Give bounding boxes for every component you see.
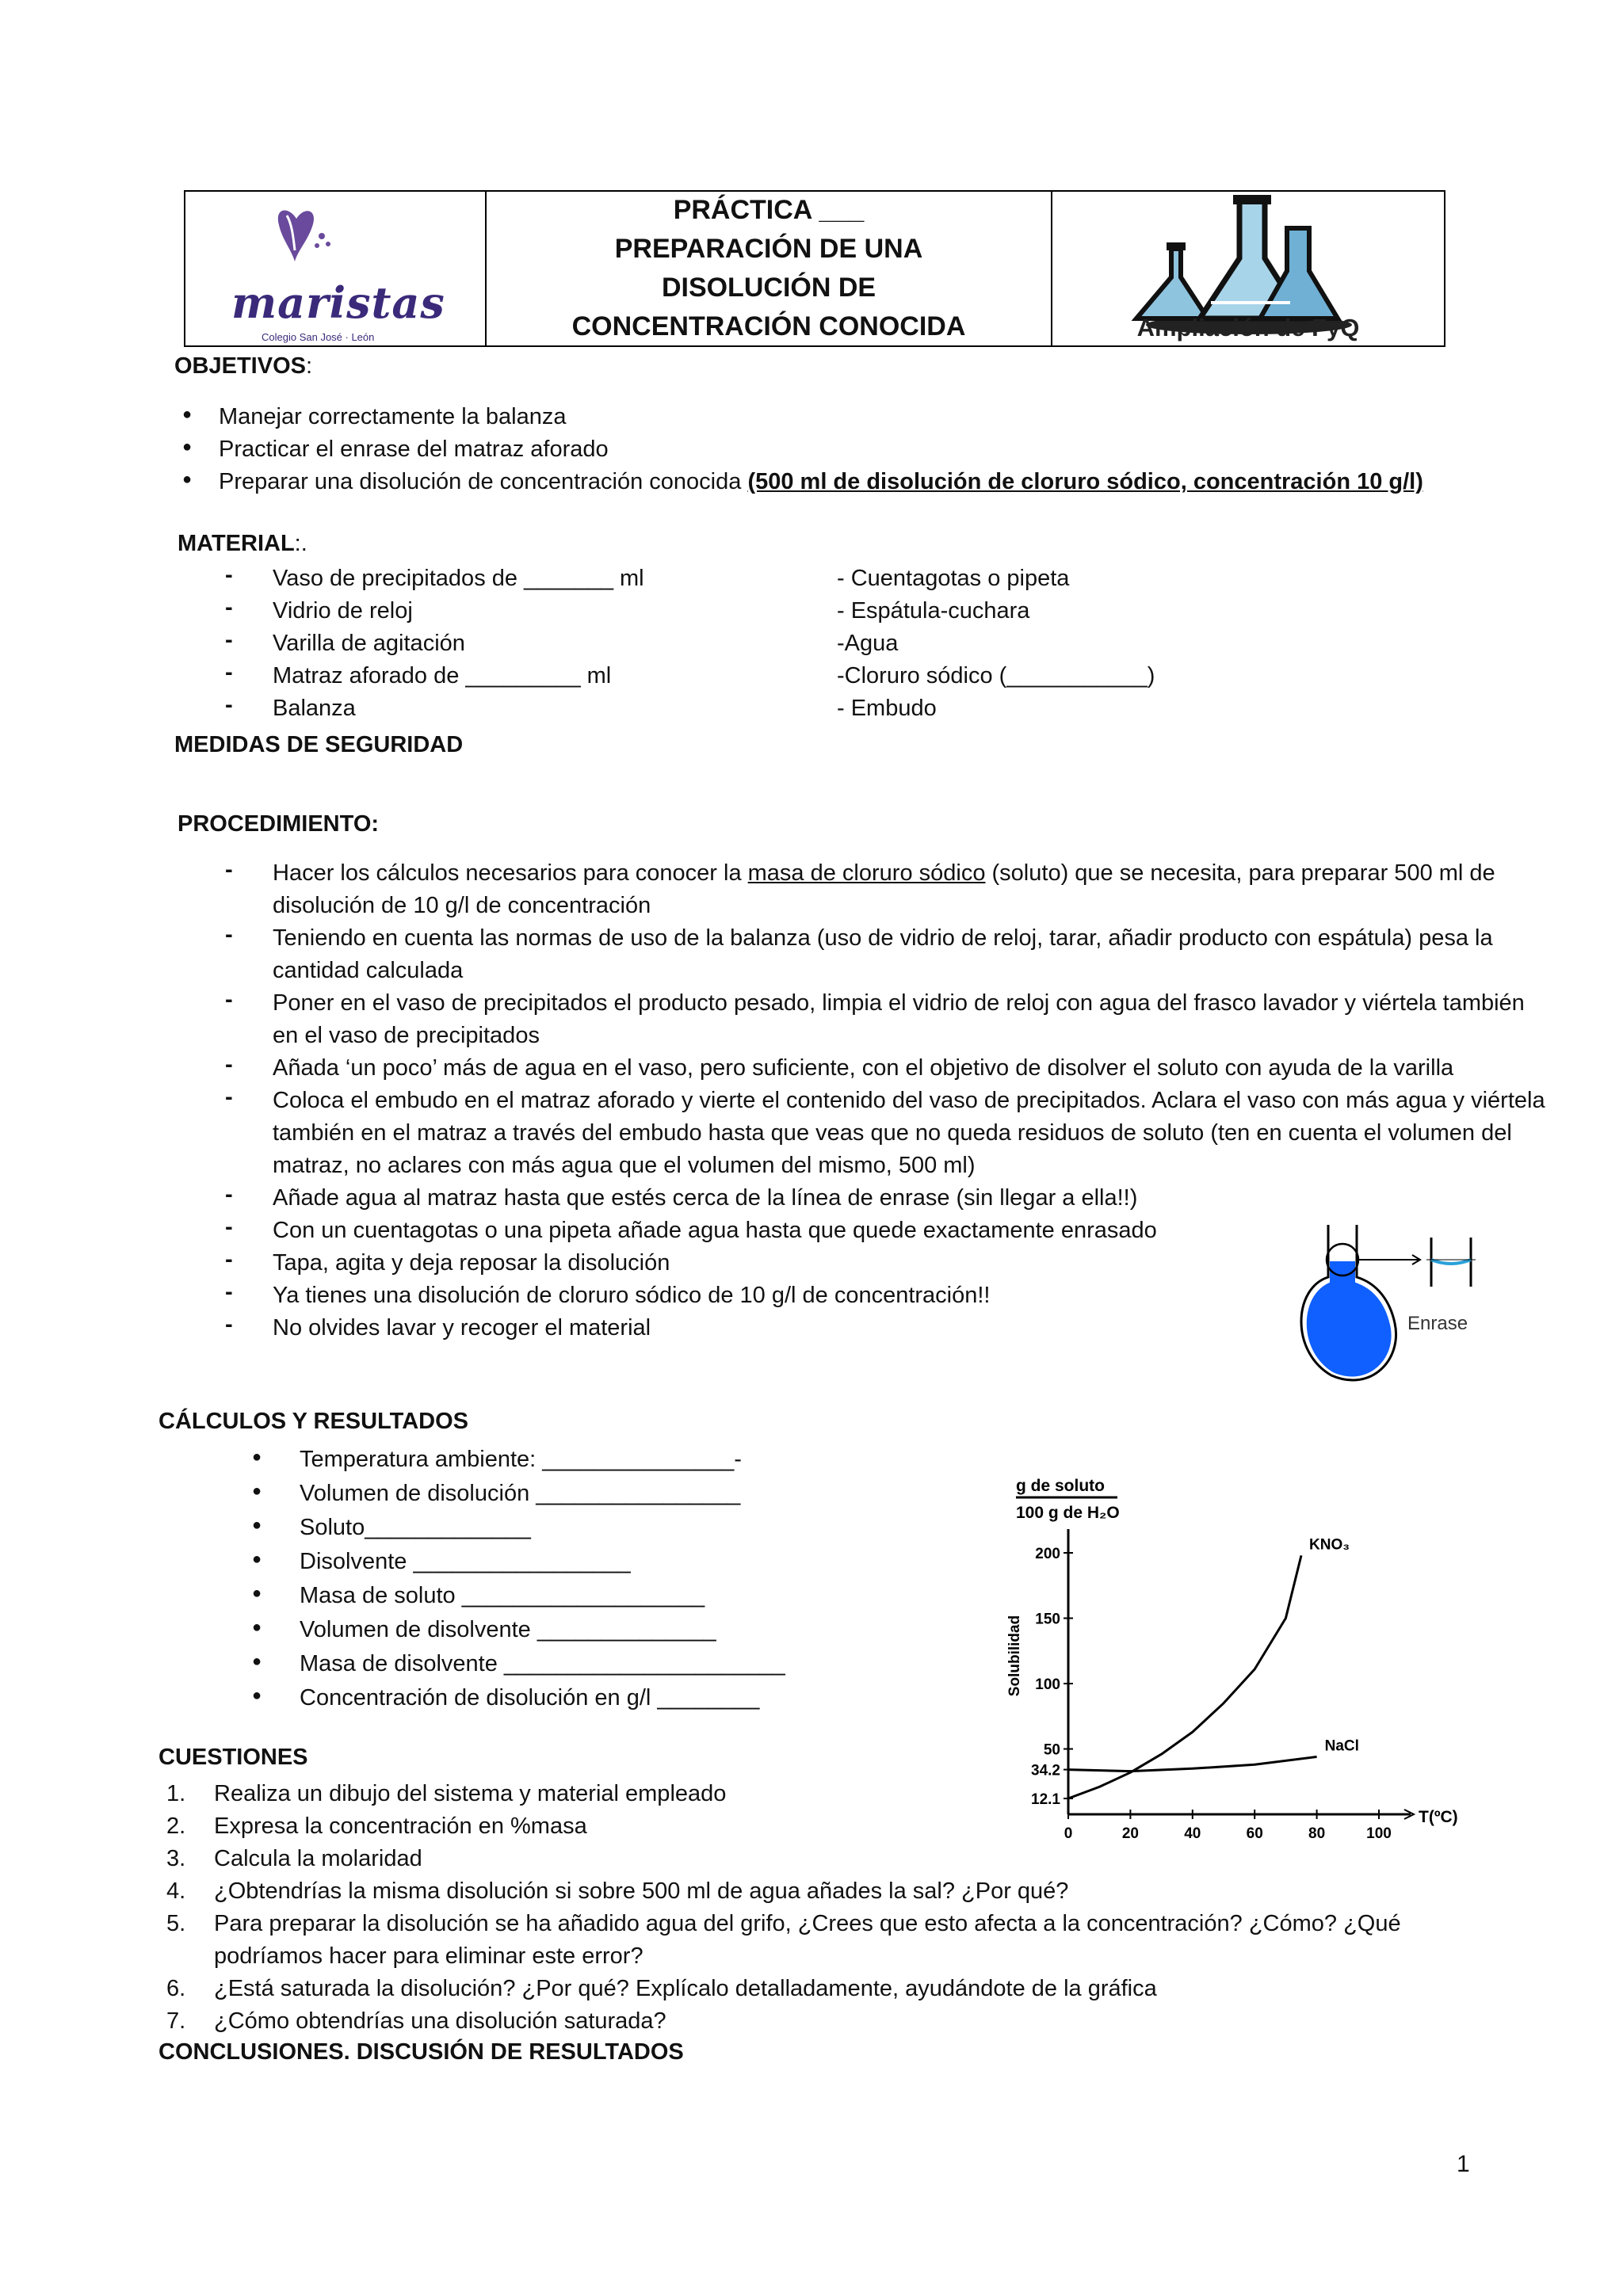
procedimiento-heading: PROCEDIMIENTO: xyxy=(178,811,380,837)
cuestion-number: 7. xyxy=(166,2008,186,2034)
chart-y-tick-label: 100 xyxy=(1035,1676,1060,1693)
cuestion-text: Para preparar la disolución se ha añadido agua del grifo, ¿Crees que esto afecta a la concentración? ¿Cómo? ¿Qué xyxy=(214,1911,1401,1936)
material-item: - Espátula-cuchara xyxy=(837,598,1030,624)
chart-series xyxy=(1068,1536,1359,1798)
conclusiones-heading: CONCLUSIONES. DISCUSIÓN DE RESULTADOS xyxy=(158,2039,684,2065)
objetivo-item xyxy=(219,466,1423,498)
title-line: PREPARACIÓN DE UNA xyxy=(614,234,923,264)
bullet-icon: ● xyxy=(252,1653,262,1670)
cuestion-text: Expresa la concentración en %masa xyxy=(214,1814,587,1839)
chart-axes xyxy=(1068,1529,1414,1819)
bullet-icon: ● xyxy=(182,471,193,488)
objetivo-item-text: Preparar una disolución de concentración conocida xyxy=(219,469,748,494)
title-line: CONCENTRACIÓN CONOCIDA xyxy=(571,311,966,341)
cuestion-text: ¿Obtendrías la misma disolución si sobre 500 ml de agua añades la sal? ¿Por qué? xyxy=(214,1878,1069,1904)
bullet-icon: ● xyxy=(252,1482,262,1500)
objetivo-item-emphasis: (500 ml de disolución de cloruro sódico, concentración 10 g/l) xyxy=(747,469,1423,494)
calculo-item: Volumen de disolvente ______________ xyxy=(300,1617,716,1642)
calculo-item: Masa de soluto ___________________ xyxy=(300,1583,705,1608)
chart-ylabel-side: Solubilidad xyxy=(1006,1615,1023,1697)
chart-y-tick-label: 50 xyxy=(1043,1741,1060,1759)
material-item: -Agua xyxy=(837,631,899,656)
material-item: -Cloruro sódico (___________) xyxy=(837,663,1155,688)
procedure-step: No olvides lavar y recoger el material xyxy=(273,1315,651,1341)
chart-series-line xyxy=(1068,1756,1317,1771)
material-item: - Cuentagotas o pipeta xyxy=(837,566,1070,591)
procedure-step: Tapa, agita y deja reposar la disolución xyxy=(273,1250,670,1276)
logo-name: maristas xyxy=(231,277,445,328)
cuestion-text: ¿Cómo obtendrías una disolución saturada? xyxy=(214,2008,666,2034)
procedure-step: Coloca el embudo en el matraz aforado y vierte el contenido del vaso de precipitados. Aclara el vaso con más agua y viértela también en el matraz a través del embudo hasta que veas que no queda residuos de soluto (ten en cuenta el volumen del matraz, no aclares con más agua que el volumen del mismo, 500 ml) xyxy=(273,1088,1545,1178)
dash-icon: - xyxy=(225,1215,233,1240)
objetivo-item: Manejar correctamente la balanza xyxy=(219,404,567,429)
cuestion-text: podríamos hacer para eliminar este error? xyxy=(214,1943,643,1969)
material-item: Balanza xyxy=(273,696,356,721)
bullet-icon: ● xyxy=(252,1687,262,1704)
dash-icon: - xyxy=(225,660,233,685)
bullet-icon: ● xyxy=(182,438,193,456)
enrase-label: Enrase xyxy=(1407,1313,1468,1334)
subject-cell xyxy=(1052,192,1444,345)
bullet-icon: ● xyxy=(252,1550,262,1568)
document-title xyxy=(487,192,1052,345)
calculo-item: Temperatura ambiente: _______________- xyxy=(300,1447,742,1472)
calculo-item: Masa de disolvente ______________________ xyxy=(300,1651,785,1676)
cuestion-number: 1. xyxy=(166,1781,186,1806)
calculo-item: Volumen de disolución ________________ xyxy=(300,1481,741,1506)
cuestion-number: 6. xyxy=(166,1976,186,2001)
cuestion-number: 5. xyxy=(166,1911,186,1936)
objetivo-item: Practicar el enrase del matraz aforado xyxy=(219,437,609,462)
procedure-step: Teniendo en cuenta las normas de uso de la balanza (uso de vidrio de reloj, tarar, añadir producto con espátula) pesa la cantidad calculada xyxy=(273,925,1493,983)
page-number: 1 xyxy=(1457,2151,1470,2177)
step-underlined-text: masa de cloruro sódico xyxy=(747,860,986,886)
dash-icon: - xyxy=(225,1052,233,1077)
dash-icon: - xyxy=(225,1085,233,1110)
chart-x-tick-label: 60 xyxy=(1246,1825,1263,1842)
cuestiones-heading: CUESTIONES xyxy=(158,1745,308,1770)
cuestion-text: ¿Está saturada la disolución? ¿Por qué? Explícalo detalladamente, ayudándote de la gráfica xyxy=(214,1976,1157,2001)
bullet-icon: ● xyxy=(252,1516,262,1534)
bullet-icon: ● xyxy=(252,1585,262,1602)
chart-y-tick-label: 12.1 xyxy=(1031,1791,1060,1809)
bullet-icon: ● xyxy=(252,1448,262,1466)
dash-icon: - xyxy=(225,627,233,653)
material-item: Vidrio de reloj xyxy=(273,598,413,624)
dash-icon: - xyxy=(225,1182,233,1207)
material-heading-text: MATERIAL xyxy=(178,531,295,556)
step-text: (soluto) que se necesita, para preparar 500 ml de disolución de 10 g/l de concentración xyxy=(273,860,1495,918)
step-text: Hacer los cálculos necesarios para conocer la xyxy=(273,860,748,886)
chart-ticks xyxy=(1031,1546,1392,1842)
chart-y-tick-label: 150 xyxy=(1035,1611,1060,1628)
chart-series-label: KNO₃ xyxy=(1309,1536,1350,1554)
chart-ylabel-top: g de soluto xyxy=(1016,1477,1105,1495)
procedure-step: Ya tienes una disolución de cloruro sódico de 10 g/l de concentración!! xyxy=(273,1283,991,1308)
logo-cell xyxy=(185,192,487,345)
subject-label: Ampliación de FyQ xyxy=(1136,314,1360,341)
chart-y-axis-title xyxy=(1016,1477,1120,1522)
chart-y-tick-label: 34.2 xyxy=(1031,1762,1060,1779)
chart-series-label: NaCl xyxy=(1324,1737,1359,1755)
dash-icon: - xyxy=(225,595,233,620)
bullet-icon: ● xyxy=(252,1619,262,1636)
procedure-step: Poner en el vaso de precipitados el producto pesado, limpia el vidrio de reloj con agua del frasco lavador y viértela también en el vaso de precipitados xyxy=(273,990,1525,1048)
material-item: Matraz aforado de _________ ml xyxy=(273,663,612,688)
dash-icon: - xyxy=(225,987,233,1013)
seguridad-heading: MEDIDAS DE SEGURIDAD xyxy=(174,732,464,757)
material-heading xyxy=(178,531,307,557)
chart-y-tick-label: 200 xyxy=(1035,1546,1060,1562)
calculo-item: Soluto_____________ xyxy=(300,1515,531,1540)
cuestion-number: 4. xyxy=(166,1878,186,1904)
title-line: PRÁCTICA ___ xyxy=(673,195,865,225)
chart-x-tick-label: 20 xyxy=(1121,1825,1139,1842)
chart-x-tick-label: 40 xyxy=(1184,1825,1201,1842)
dash-icon: - xyxy=(225,1280,233,1305)
dash-icon: - xyxy=(225,857,233,883)
chart-x-tick-label: 0 xyxy=(1064,1825,1073,1842)
material-item: Varilla de agitación xyxy=(273,631,465,656)
dash-icon: - xyxy=(225,1312,233,1337)
procedure-step: Con un cuentagotas o una pipeta añade agua hasta que quede exactamente enrasado xyxy=(273,1218,1157,1243)
dash-icon: - xyxy=(225,563,233,588)
material-item: - Embudo xyxy=(837,696,937,721)
header-table xyxy=(184,190,1445,347)
procedure-step: Añada ‘un poco’ más de agua en el vaso, pero suficiente, con el objetivo de disolver el soluto con ayuda de la varilla xyxy=(273,1055,1454,1081)
calculo-item: Disolvente _________________ xyxy=(300,1549,631,1574)
material-item: Vaso de precipitados de _______ ml xyxy=(273,566,644,591)
chart-x-tick-label: 80 xyxy=(1308,1825,1326,1842)
dash-icon: - xyxy=(225,922,233,948)
chart-ylabel-bottom: 100 g de H₂O xyxy=(1016,1504,1120,1522)
cuestion-number: 3. xyxy=(166,1846,186,1871)
dash-icon: - xyxy=(225,692,233,718)
logo-subtitle: Colegio San José · León xyxy=(262,331,375,343)
chart-x-tick-label: 100 xyxy=(1366,1825,1392,1842)
procedure-step xyxy=(273,857,1556,922)
cuestion-text: Calcula la molaridad xyxy=(214,1846,422,1871)
objetivos-heading-text: OBJETIVOS xyxy=(174,353,306,379)
calculos-heading: CÁLCULOS Y RESULTADOS xyxy=(158,1409,468,1434)
calculo-item: Concentración de disolución en g/l ________ xyxy=(300,1685,760,1711)
solubility-chart xyxy=(983,1458,1490,1854)
cuestion-text: Realiza un dibujo del sistema y material empleado xyxy=(214,1781,727,1806)
dash-icon: - xyxy=(225,1247,233,1272)
bullet-icon: ● xyxy=(182,406,193,423)
objetivos-heading: OBJETIVOS: xyxy=(174,353,313,379)
procedure-step: Añade agua al matraz hasta que estés cerca de la línea de enrase (sin llegar a ella!!) xyxy=(273,1185,1138,1211)
chart-xlabel: T(ºC) xyxy=(1419,1808,1458,1826)
cuestion-number: 2. xyxy=(166,1814,186,1839)
title-line: DISOLUCIÓN DE xyxy=(661,273,876,303)
material-heading-suffix: :. xyxy=(294,531,307,556)
